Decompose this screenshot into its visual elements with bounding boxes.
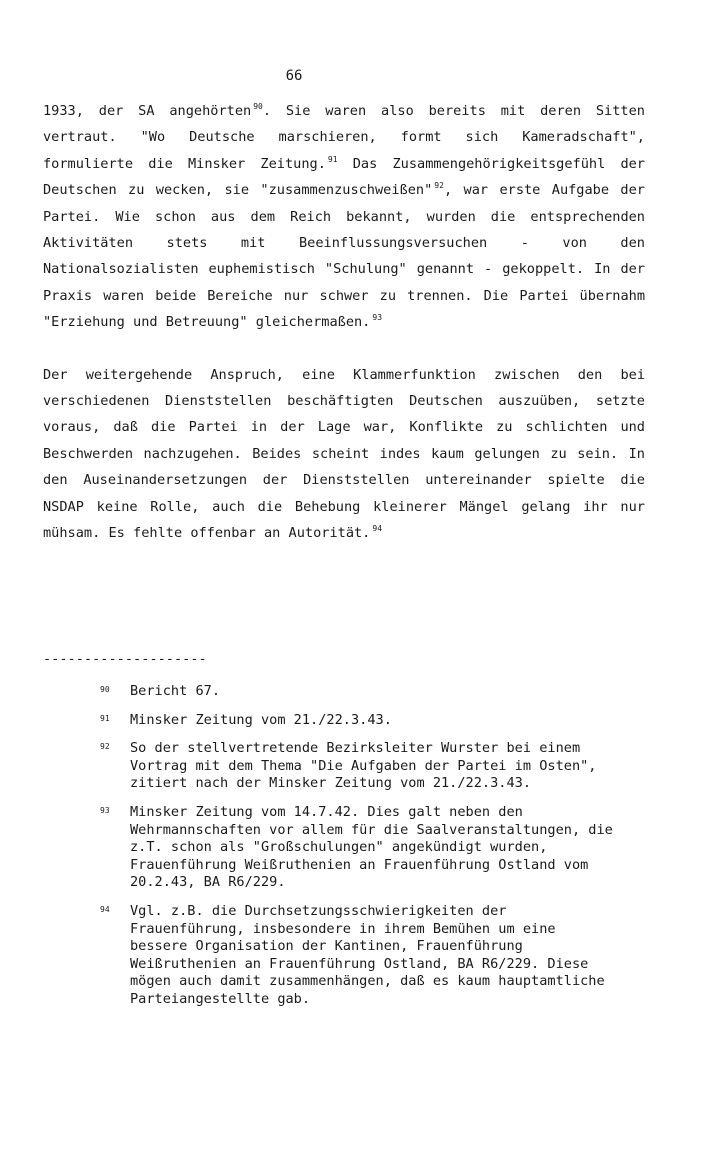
footnote-number: 94: [100, 904, 110, 914]
footnote-91: [100, 712, 620, 730]
text-segment: Der weitergehende Anspruch, eine Klammerfunktion zwischen den bei verschiedenen Dienststellen beschäftigten Deutschen auszuüben, setzte voraus, daß die Partei in der Lage war, Konflikte zu schlichten und Beschwerden nachzugehen. Beides scheint indes kaum gelungen zu sein. In den Auseinandersetzungen der Dienststellen untereinander spielte die NSDAP keine Rolle, auch die Behebung kleinerer Mängel gelang ihr nur mühsam. Es fehlte offenbar an Autorität.: [43, 366, 645, 542]
footnote-ref-90: 90: [253, 102, 263, 111]
footnote-text: Minsker Zeitung vom 14.7.42. Dies galt neben den Wehrmannschaften vor allem für die Saalveranstaltungen, die z.T. schon als "Großschulungen" angekündigt wurden, Frauenführung Weißruthenien an Frauenführung Ostland vom 20.2.43, BA R6/229.: [130, 803, 613, 891]
footnote-number: 91: [100, 713, 110, 723]
paragraph-2: [43, 362, 645, 547]
text-segment: , war erste Aufgabe der Partei. Wie schon aus dem Reich bekannt, wurden die entsprechenden Aktivitäten stets mit Beeinflussungsversuchen - von den Nationalsozialisten euphemistisch "Schulung" genannt - gekoppelt. In der Praxis waren beide Bereiche nur schwer zu trennen. Die Partei übernahm "Erziehung und Betreuung" gleichermaßen.: [43, 182, 645, 331]
footnote-text: Minsker Zeitung vom 21./22.3.43.: [130, 711, 392, 728]
footnote-ref-93: 93: [372, 313, 383, 323]
footnote-92: [100, 740, 620, 793]
footnote-93: [100, 804, 620, 892]
body-text: [43, 98, 645, 547]
footnote-number: 90: [100, 685, 110, 694]
footnote-ref-94: 94: [372, 524, 383, 534]
footnote-ref-92: 92: [434, 181, 444, 191]
footnote-separator: --------------------: [43, 651, 207, 667]
text-segment: . Sie waren also bereits mit deren Sitten vertraut. "Wo Deutsche marschieren, formt sich Kameradschaft", formulierte die Minsker Zeitung.: [43, 103, 645, 172]
footnote-ref-91: 91: [327, 154, 338, 164]
footnote-number: 92: [100, 742, 110, 752]
text-segment: 1933, der SA angehörten: [43, 103, 252, 119]
footnote-number: 93: [100, 805, 110, 815]
footnote-94: [100, 903, 620, 1009]
text-segment: Das Zusammengehörigkeitsgefühl der Deutschen zu wecken, sie "zusammenzuschweißen": [43, 155, 645, 199]
paragraph-1: [43, 98, 645, 336]
page-number: 66: [285, 68, 303, 84]
footnote-text: Bericht 67.: [130, 683, 221, 699]
footnotes: [100, 683, 620, 1020]
footnote-90: [100, 683, 620, 701]
footnote-text: So der stellvertretende Bezirksleiter Wurster bei einem Vortrag mit dem Thema "Die Aufgaben der Partei im Osten", zitiert nach der Minsker Zeitung vom 21./22.3.43.: [130, 740, 597, 792]
footnote-text: Vgl. z.B. die Durchsetzungsschwierigkeiten der Frauenführung, insbesondere in ihrem Bemühen um eine bessere Organisation der Kantinen, Frauenführung Weißruthenien an Frauenführung Ostland, BA R6/229. Diese mögen auch damit zusammenhängen, daß es kaum hauptamtliche Parteiangestellte gab.: [130, 902, 605, 1007]
